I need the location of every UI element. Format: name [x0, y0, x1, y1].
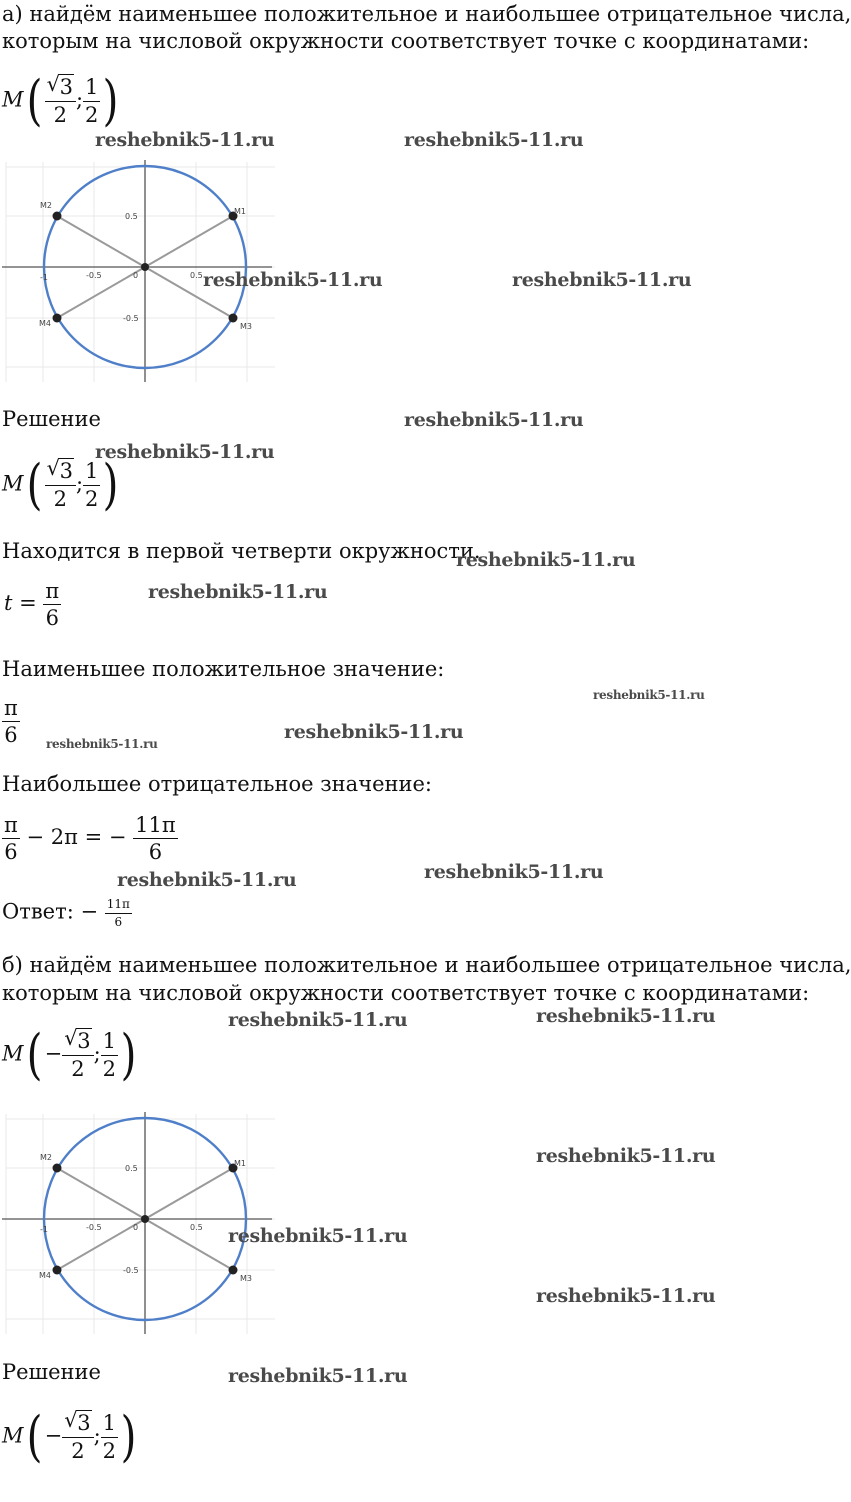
min-positive-value: $\frac{\pi}{6}$	[4, 696, 18, 748]
watermark: reshebnik5-11.ru	[536, 1145, 716, 1167]
watermark: reshebnik5-11.ru	[593, 688, 705, 702]
tick-x-05-b: 0.5	[190, 1223, 203, 1232]
unit-circle-diagram-b	[0, 1102, 290, 1342]
watermark: reshebnik5-11.ru	[228, 1225, 408, 1247]
point-a-2: M( √ $\frac{3}{2}$ ; $\frac{1}{2}$ )	[2, 458, 122, 512]
watermark: reshebnik5-11.ru	[95, 129, 275, 151]
watermark: reshebnik5-11.ru	[536, 1005, 716, 1027]
label-m1: M1	[234, 207, 246, 216]
watermark: reshebnik5-11.ru	[404, 409, 584, 431]
label-m4-b: M4	[39, 1271, 51, 1280]
tick-y-05: 0.5	[125, 212, 138, 221]
label-m1-b: M1	[234, 1159, 246, 1168]
tick-y-neg05-b: -0.5	[123, 1266, 139, 1275]
max-negative-calc: $\frac{\pi}{6}$ − 2π = − $\frac{11\pi}{6}$	[4, 813, 176, 865]
watermark: reshebnik5-11.ru	[512, 269, 692, 291]
watermark: reshebnik5-11.ru	[536, 1285, 716, 1307]
tick-y-neg05: -0.5	[123, 314, 139, 323]
t-formula: t = $\frac{\pi}{6}$	[4, 579, 60, 631]
point-a-1: M( √ $\frac{3}{2}$ ; $\frac{1}{2}$ )	[2, 74, 122, 128]
solution-heading-a: Решение	[2, 407, 101, 431]
tick-origin: 0	[133, 271, 139, 280]
label-m3-b: M3	[240, 1274, 252, 1283]
watermark: reshebnik5-11.ru	[117, 869, 297, 891]
watermark: reshebnik5-11.ru	[203, 269, 383, 291]
tick-x-neg1-b: -1	[40, 1225, 48, 1234]
label-m3: M3	[240, 322, 252, 331]
label-m4: M4	[39, 319, 51, 328]
watermark: reshebnik5-11.ru	[424, 861, 604, 883]
label-m2-b: M2	[40, 1153, 52, 1162]
answer-a: Ответ: − $\frac{11\pi}{6}$	[2, 897, 130, 929]
min-positive-label: Наименьшее положительное значение:	[2, 657, 445, 681]
watermark: reshebnik5-11.ru	[284, 721, 464, 743]
tick-origin-b: 0	[133, 1223, 139, 1232]
watermark: reshebnik5-11.ru	[228, 1009, 408, 1031]
tick-x-neg1: -1	[40, 273, 48, 282]
watermark: reshebnik5-11.ru	[46, 737, 158, 751]
tick-x-neg05: -0.5	[86, 271, 102, 280]
task-a-line2: которым на числовой окружности соответствует точке с координатами:	[2, 29, 810, 53]
watermark: reshebnik5-11.ru	[404, 129, 584, 151]
watermark: reshebnik5-11.ru	[456, 549, 636, 571]
tick-x-neg05-b: -0.5	[86, 1223, 102, 1232]
task-a-line1: а) найдём наименьшее положительное и наибольшее отрицательное числа,	[2, 2, 851, 26]
tick-y-05-b: 0.5	[125, 1164, 138, 1173]
task-b-line2: которым на числовой окружности соответствует точке с координатами:	[2, 981, 810, 1005]
watermark: reshebnik5-11.ru	[228, 1365, 408, 1387]
watermark: reshebnik5-11.ru	[95, 441, 275, 463]
max-negative-label: Наибольшее отрицательное значение:	[2, 772, 433, 796]
solution-heading-b: Решение	[2, 1360, 101, 1384]
label-m2: M2	[40, 201, 52, 210]
task-b-line1: б) найдём наименьшее положительное и наибольшее отрицательное числа,	[2, 953, 851, 977]
quarter-text: Находится в первой четверти окружности.	[2, 539, 481, 563]
point-b-2: M( − √ $\frac{3}{2}$ ; $\frac{1}{2}$ )	[2, 1410, 139, 1464]
point-b-1: M( − √ $\frac{3}{2}$ ; $\frac{1}{2}$ )	[2, 1028, 139, 1082]
watermark: reshebnik5-11.ru	[148, 581, 328, 603]
tick-x-05: 0.5	[190, 271, 203, 280]
